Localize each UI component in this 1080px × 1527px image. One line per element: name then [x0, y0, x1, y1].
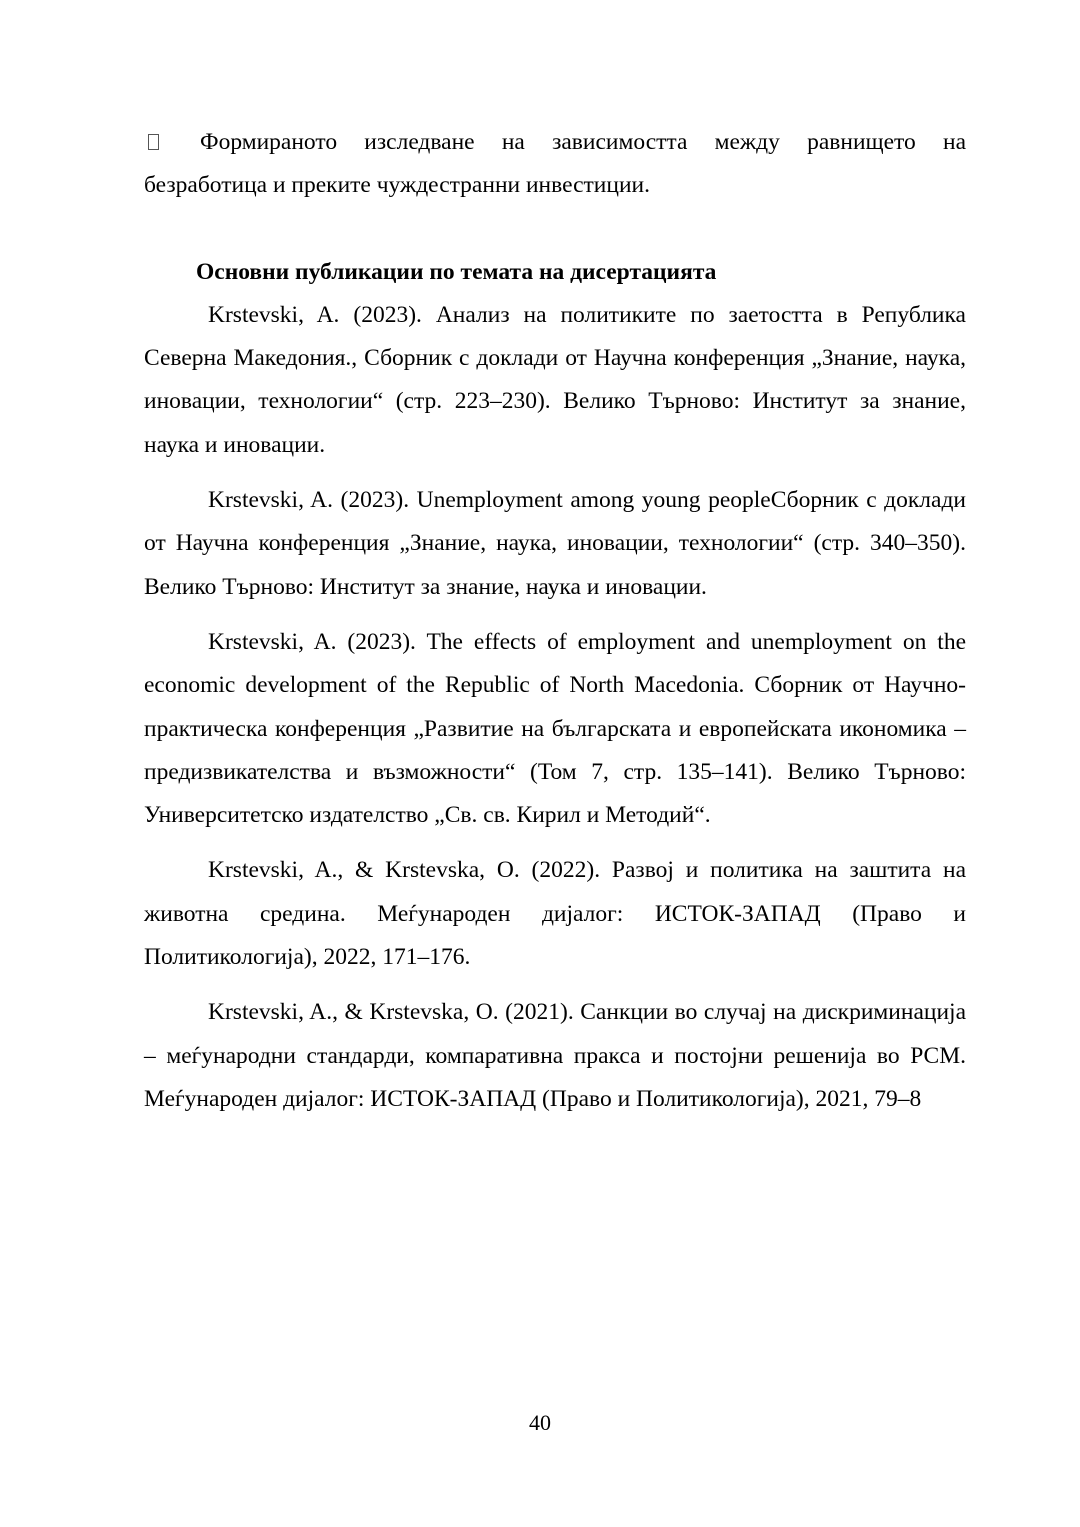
- reference-4: Krstevski, A., & Krstevska, O. (2022). Развој и политика на заштита на животна средина. Меѓународен дијалог: ИСТОК-ЗАПАД (Право и Политикологија), 2022, 171–176.: [144, 857, 966, 971]
- intro-text: Формираното изследване на зависимостта между равнището на безработица и преките чуждестранни инвестиции.: [144, 129, 966, 199]
- page-body: [144, 121, 966, 1121]
- section-heading: Основни публикации по темата на дисертацията: [196, 258, 717, 285]
- reference-1: Krstevski, A. (2023). Анализ на политиките по заетостта в Република Северна Македония., Сборник с доклади от Научна конференция „Знание, наука, иновации, технологии“ (стр. 223–230). Велико Търново: Институт за знание, наука и иновации.: [144, 301, 966, 458]
- reference-2: Krstevski, A. (2023). Unemployment among young peopleСборник с доклади от Научна конференция „Знание, наука, иновации, технологии“ (стр. 340–350). Велико Търново: Институт за знание, наука и иновации.: [144, 487, 966, 600]
- bullet-box-icon: [148, 134, 159, 150]
- reference-5: Krstevski, A., & Krstevska, O. (2021). Санкции во случај на дискриминација – меѓународни стандарди, компаративна пракса и постојни решенија во РСМ. Меѓународен дијалог: ИСТОК-ЗАПАД (Право и Политикологија), 2021, 79–8: [144, 999, 966, 1112]
- reference-3: Krstevski, A. (2023). The effects of employment and unemployment on the economic development of the Republic of North Macedonia. Сборник от Научно-практическа конференция „Развитие на българската и европейската икономика – предизвикателства и възможности“ (Том 7, стр. 135–141). Велико Търново: Университетско издателство „Св. св. Кирил и Методий“.: [144, 628, 966, 829]
- page-number: 40: [529, 1410, 551, 1435]
- intro-bullet-paragraph: [144, 121, 966, 208]
